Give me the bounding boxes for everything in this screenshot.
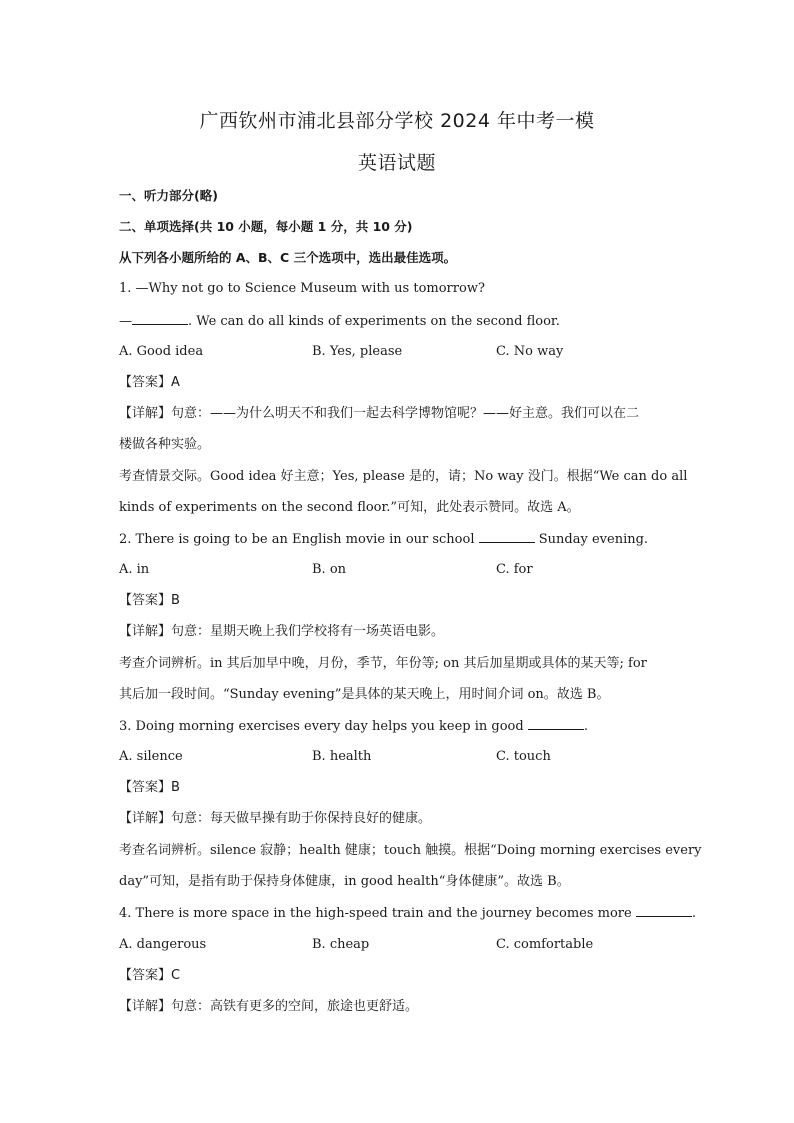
q1-detail-1: 【详解】句意：——为什么明天不和我们一起去科学博物馆呢？——好主意。我们可以在二: [119, 406, 640, 421]
section-instruction: 从下列各小题所给的 A、B、C 三个选项中，选出最佳选项。: [119, 250, 457, 265]
q2-option-a: A. in: [119, 562, 150, 577]
q2-stem-end: Sunday evening.: [534, 532, 649, 547]
q4-option-a: A. dangerous: [119, 937, 207, 952]
q3-blank: [528, 717, 584, 730]
q4-option-b: B. cheap: [312, 937, 370, 952]
section-listening: 一、听力部分(略): [119, 188, 218, 203]
q3-stem-start: 3. Doing morning exercises every day helps you keep in good: [119, 719, 528, 734]
q4-blank: [636, 904, 692, 917]
q2-stem-start: 2. There is going to be an English movie in our school: [119, 532, 479, 547]
q3-detail-3: day”可知，是指有助于保持身体健康，in good health“身体健康”。故选 B。: [119, 874, 570, 889]
q1-answer: 【答案】A: [119, 375, 180, 390]
q4-stem-start: 4. There is more space in the high-speed train and the journey becomes more: [119, 906, 636, 921]
q2-detail-3: 其后加一段时间。“Sunday evening”是具体的某天晚上，用时间介词 on。故选 B。: [119, 687, 610, 702]
section-single-choice: 二、单项选择(共 10 小题，每小题 1 分，共 10 分): [119, 219, 413, 234]
q2-blank: [479, 530, 535, 543]
q1-option-c: C. No way: [496, 344, 564, 359]
q1-stem: 1. —Why not go to Science Museum with us tomorrow?: [119, 281, 485, 296]
q2-detail-1: 【详解】句意：星期天晚上我们学校将有一场英语电影。: [119, 624, 445, 639]
q2-stem: [119, 530, 648, 549]
q1-dash: —: [119, 314, 132, 329]
q4-answer: 【答案】C: [119, 968, 181, 983]
q1-blank: [132, 312, 188, 325]
q4-detail-1: 【详解】句意：高铁有更多的空间，旅途也更舒适。: [119, 999, 419, 1014]
q1-line2: [119, 312, 560, 331]
q1-detail-4: kinds of experiments on the second floor.”可知，此处表示赞同。故选 A。: [119, 500, 580, 515]
q3-option-b: B. health: [312, 749, 372, 764]
q1-option-b: B. Yes, please: [312, 344, 403, 359]
q4-option-c: C. comfortable: [496, 937, 594, 952]
q3-detail-2: 考查名词辨析。silence 寂静；health 健康；touch 触摸。根据“Doing morning exercises every: [119, 843, 702, 858]
q1-detail-2: 楼做各种实验。: [119, 437, 211, 452]
q4-stem: [119, 904, 696, 923]
exam-title: 广西钦州市浦北县部分学校 2024 年中考一模: [199, 110, 595, 132]
q3-detail-1: 【详解】句意：每天做早操有助于你保持良好的健康。: [119, 811, 432, 826]
q2-option-b: B. on: [312, 562, 347, 577]
q2-detail-2: 考查介词辨析。in 其后加早中晚，月份，季节，年份等; on 其后加星期或具体的某天等; for: [119, 656, 647, 671]
q3-stem: [119, 717, 588, 736]
q2-answer: 【答案】B: [119, 593, 180, 608]
q3-option-a: A. silence: [119, 749, 183, 764]
q3-option-c: C. touch: [496, 749, 551, 764]
q3-stem-end: .: [583, 719, 588, 734]
q2-option-c: C. for: [496, 562, 533, 577]
q1-detail-3: 考查情景交际。Good idea 好主意；Yes, please 是的，请；No way 没门。根据“We can do all: [119, 469, 688, 484]
exam-subtitle: 英语试题: [357, 152, 436, 174]
q1-line2-text: . We can do all kinds of experiments on the second floor.: [188, 314, 560, 329]
q1-option-a: A. Good idea: [119, 344, 204, 359]
q4-stem-end: .: [691, 906, 696, 921]
q3-answer: 【答案】B: [119, 780, 180, 795]
